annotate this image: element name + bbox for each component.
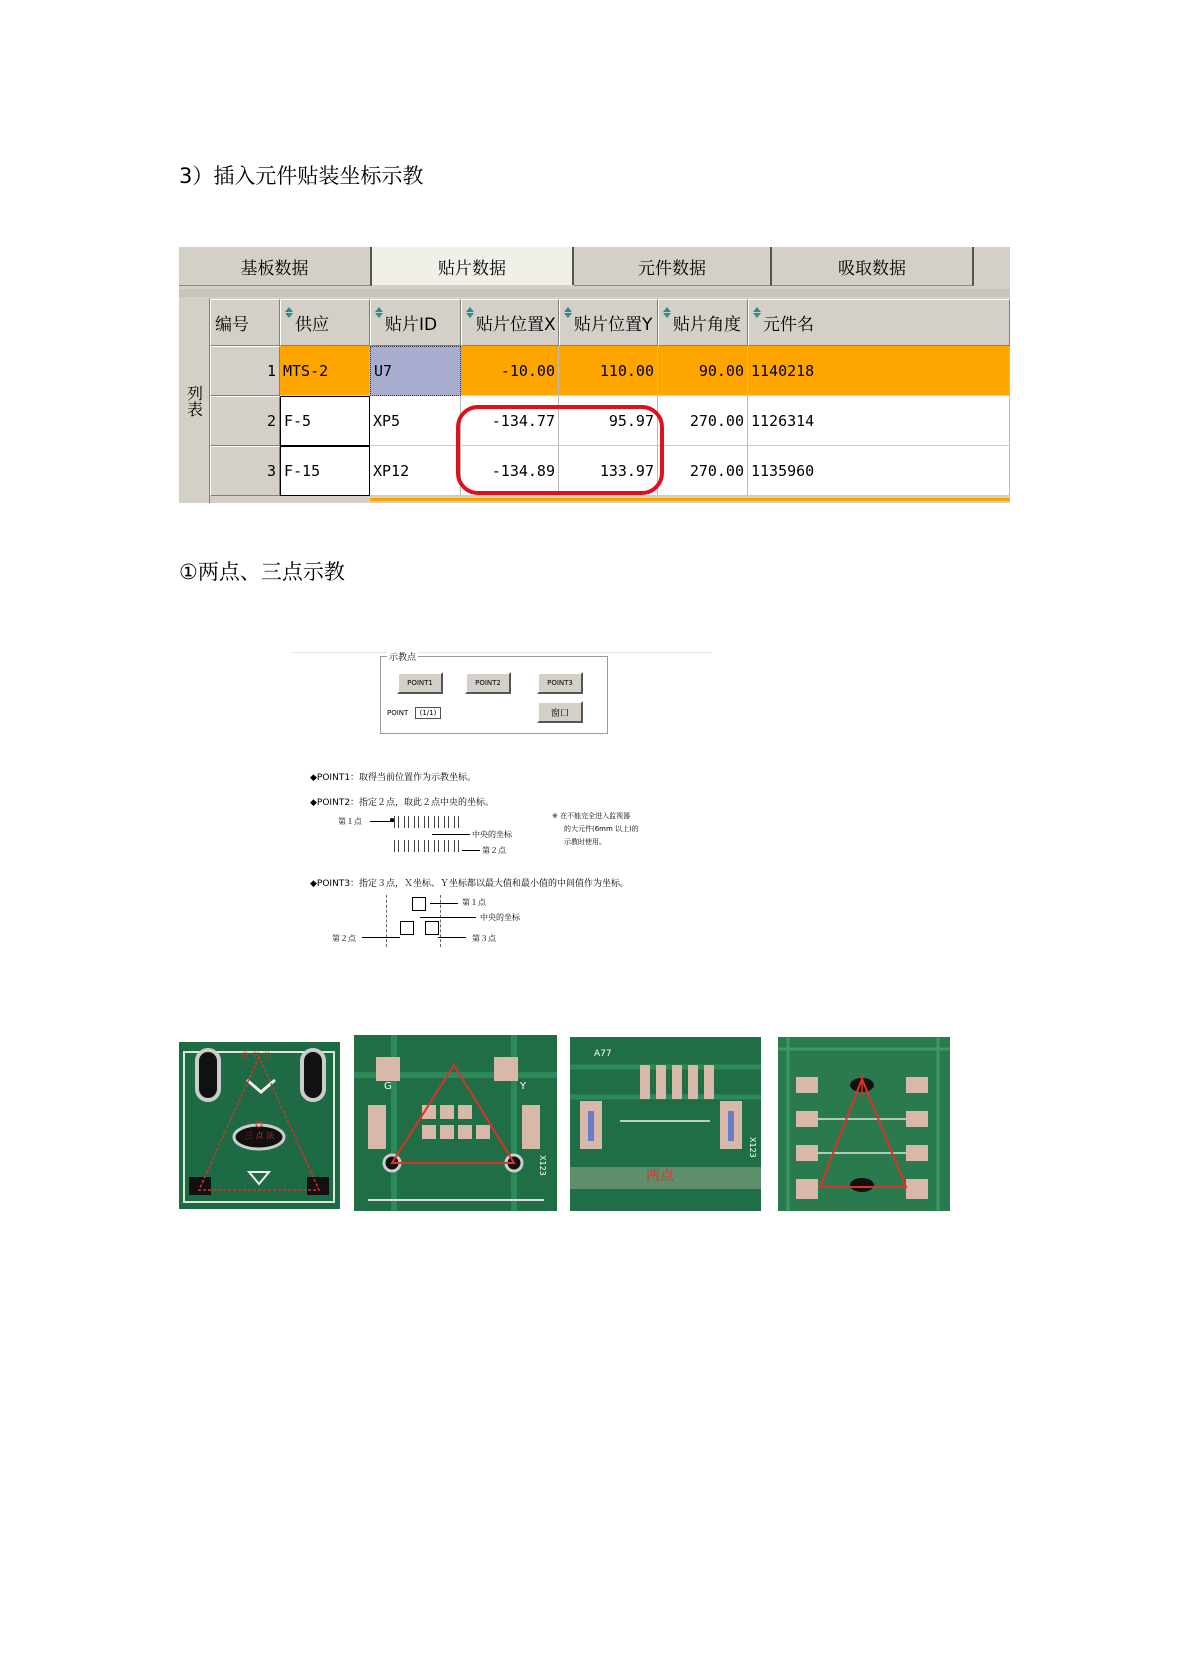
pcb-photo-1 (179, 1042, 340, 1209)
point2-center-label: 中央的坐标 (472, 830, 512, 839)
sort-icon (285, 307, 293, 319)
teach-point-panel (380, 653, 608, 734)
photo3-top-label: A77 (594, 1049, 612, 1059)
feeder-cell[interactable]: F-15 (280, 446, 370, 496)
photo3-two-point-label: 两点 (646, 1168, 674, 1184)
sort-icon (663, 307, 671, 319)
component-pad (400, 921, 414, 935)
point3-second-label: 第２点 (332, 934, 356, 943)
column-header-y[interactable]: 贴片位置Y (559, 299, 658, 346)
point2-second-label: 第２点 (482, 846, 506, 855)
point1-description: ◆POINT1：取得当前位置作为示教坐标。 (310, 773, 477, 783)
note-line: 的大元件(6mm 以上)的 (564, 825, 639, 833)
point-label: POINT (387, 709, 409, 717)
point2-diagram (330, 812, 560, 864)
component-pads-top (394, 816, 460, 828)
angle-cell[interactable]: 270.00 (658, 446, 748, 496)
point2-description: ◆POINT2：指定２点，取此２点中央的坐标。 (310, 798, 495, 808)
point2-first-label: 第１点 (338, 817, 362, 826)
component-pad (412, 897, 426, 911)
point3-third-label: 第３点 (472, 934, 496, 943)
photo1-mid-label: 三 点 法 (245, 1131, 275, 1140)
teach-panel-title: 示教点 (387, 650, 418, 663)
note-line: ※ 在不能完全进入监视器 (552, 812, 631, 820)
column-header-feeder[interactable]: 供应 (280, 299, 370, 346)
red-circle-annotation (456, 405, 664, 495)
x-cell[interactable]: -10.00 (461, 346, 559, 396)
column-header-no[interactable]: 编号 (210, 299, 280, 346)
pcb-photo-4 (778, 1037, 950, 1211)
row-number[interactable]: 3 (210, 446, 280, 496)
column-header-part[interactable]: 元件名 (748, 299, 1010, 346)
photo1-top-label: 自 定 义 (241, 1051, 271, 1060)
angle-cell[interactable]: 90.00 (658, 346, 748, 396)
row-number[interactable]: 1 (210, 346, 280, 396)
arrow-line (432, 834, 470, 835)
y-cell[interactable]: 95.97 (559, 396, 658, 446)
subsection-heading: ①两点、三点示教 (179, 560, 345, 584)
arrow-line (462, 850, 480, 851)
part-cell[interactable]: 1140218 (748, 346, 1010, 396)
note-line: 示教时使用。 (564, 838, 606, 846)
point3-center-label: 中央的坐标 (480, 913, 520, 922)
point3-description: ◆POINT3：指定３点，Ｘ坐标、Ｙ坐标都以最大值和最小值的中间值作为坐标。 (310, 879, 630, 889)
pcb-photo-3 (570, 1037, 761, 1211)
part-cell[interactable]: 1126314 (748, 396, 1010, 446)
photo2-y-label: Y (520, 1081, 527, 1092)
sort-icon (564, 307, 572, 319)
y-cell[interactable]: 110.00 (559, 346, 658, 396)
y-cell[interactable]: 133.97 (559, 446, 658, 496)
feeder-cell[interactable]: MTS-2 (280, 346, 370, 396)
id-cell[interactable]: XP12 (370, 446, 461, 496)
tab-placement-data[interactable]: 贴片数据 (372, 247, 574, 285)
point1-button[interactable]: POINT1 (397, 672, 443, 694)
angle-cell[interactable]: 270.00 (658, 396, 748, 446)
window-button[interactable]: 窗口 (537, 701, 583, 723)
x-cell[interactable]: -134.77 (461, 396, 559, 446)
component-pads-bottom (394, 840, 460, 852)
photo3-side-label: X123 (748, 1137, 757, 1158)
guide-line (386, 895, 388, 947)
id-cell[interactable]: XP5 (370, 396, 461, 446)
arrow-line (430, 903, 458, 904)
arrow-line (362, 937, 400, 938)
arrow-line (438, 937, 466, 938)
arrow-line (420, 917, 476, 918)
photo2-side-label: X123 (538, 1155, 547, 1176)
feeder-cell[interactable]: F-5 (280, 396, 370, 446)
sort-icon (466, 307, 474, 319)
bottom-highlight-strip (370, 498, 1010, 501)
photo2-g-label: G (384, 1081, 392, 1092)
column-header-angle[interactable]: 贴片角度 (658, 299, 748, 346)
part-cell[interactable]: 1135960 (748, 446, 1010, 496)
tab-pickup-data[interactable]: 吸取数据 (772, 247, 974, 286)
sort-icon (375, 307, 383, 319)
id-cell[interactable]: U7 (370, 346, 461, 396)
tab-component-data[interactable]: 元件数据 (574, 247, 772, 286)
tab-divider (179, 289, 1010, 297)
placement-table-screenshot (179, 247, 1010, 503)
note-text (552, 810, 639, 849)
point3-diagram (330, 893, 570, 953)
pcb-photo-2 (354, 1035, 557, 1211)
point2-button[interactable]: POINT2 (465, 672, 511, 694)
panel-top-rule (292, 652, 712, 653)
tab-board-data[interactable]: 基板数据 (179, 247, 372, 286)
section-heading: 3）插入元件贴装坐标示教 (179, 164, 424, 188)
column-header-x[interactable]: 贴片位置X (461, 299, 559, 346)
x-cell[interactable]: -134.89 (461, 446, 559, 496)
component-pad (425, 921, 439, 935)
point3-button[interactable]: POINT3 (537, 672, 583, 694)
sort-icon (753, 307, 761, 319)
list-side-label: 列表 (179, 299, 210, 503)
point-value-field[interactable]: (1/1) (415, 707, 441, 719)
row-number[interactable]: 2 (210, 396, 280, 446)
column-header-id[interactable]: 贴片ID (370, 299, 461, 346)
point3-first-label: 第１点 (462, 898, 486, 907)
